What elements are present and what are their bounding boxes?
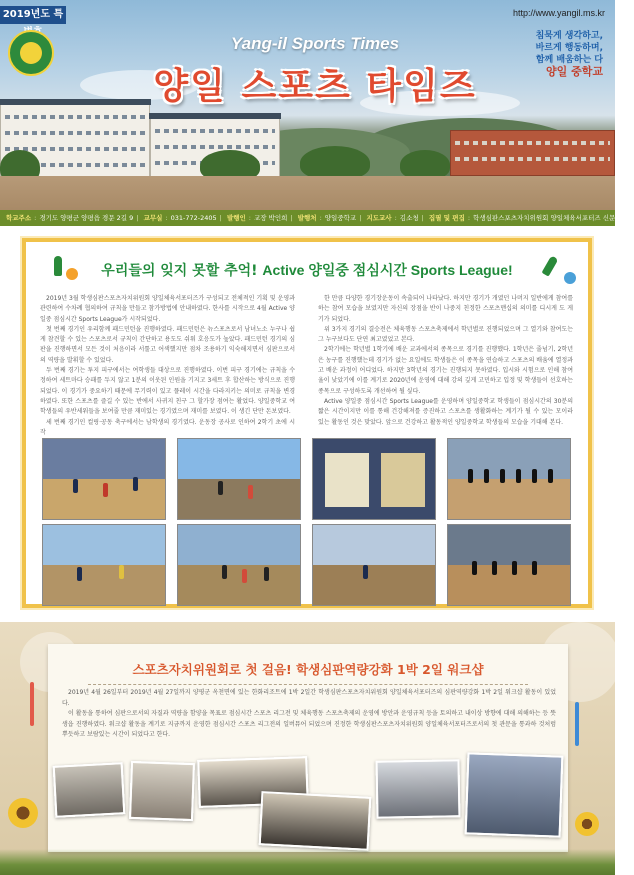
motto-school-name: 양일 중학교 bbox=[546, 65, 603, 78]
article-workshop-section bbox=[0, 622, 615, 875]
paragraph: 이 활동을 통하여 심판으로서의 자질과 역량을 함양을 목표로 점심시간 스포츠 리그전 및 체육행동 스포츠축제의 운영에 방안과 운영규칙 등을 토의하고 내이상 방향에 대해 의해하는 등 뜻 생읍 진행하였다. 워크샵 활동을 계기로 지금까지 운영한 점심시간 스포츠 리그전의 일버뮤어 되었으며 진정한 학생심판스포츠자치위원회 양일체육서포터즈로서의 첫 관문을 통과하 것처럼 뿌듯하고 보람있는 시간이 되었다고 한다. bbox=[62, 710, 556, 738]
pencil-icon bbox=[30, 682, 34, 726]
edition-badge: 2019년도 특 bbox=[0, 6, 66, 24]
article-column-left bbox=[40, 294, 295, 438]
article-body bbox=[62, 688, 556, 741]
motto-line: 침묵게 생각하고, bbox=[535, 31, 603, 41]
advisor-label: 지도교사 bbox=[366, 214, 392, 222]
article-workshop bbox=[48, 644, 568, 852]
editor-label: 집필 및 편집 bbox=[428, 214, 465, 222]
phone-label: 교무실 bbox=[143, 214, 163, 222]
paragraph: 첫 번째 경기인 우리함께 패드민턴을 진행하였다. 패드민턴은 뉴스포츠로서 남녀노소 누구나 쉽게 참견할 수 있는 스포츠로서 규칙이 간단하고 용도도 쉬워 호응도가 높았다. 패드민턴 경기의 심판을 진행하면서 모든 것이 처음이라 서툴고 어색했지만 점차 조용하기 익숙해지면서 심판으로서의 역량을 발휘할 수 있었다. bbox=[40, 325, 295, 364]
school-url[interactable]: http://www.yangil.ms.kr bbox=[512, 8, 605, 18]
article-title-ko: 우리들의 잊지 못할 추억! bbox=[101, 263, 258, 279]
paragraph: 두 번째 경기는 투지 피구에서는 여학생들 대상으로 진행하였다. 이번 피구 경기에는 규칙을 수정하여 세트마다 승패를 두지 않고 1분의 이웃된 인원을 기지고 3세트 후 합산하는 방식으로 진행되었다. 이 경기가 중요하기 때문에 무기력이 있고 플레이 시간을 다라지키는 의미로 규칙을 변경하였다. 또한 스포츠를 즐길 수 있는 반에서 사귀지 친구 그 할가장 점여는 활었다. 양일중학교 여학생들의 우반세워들을 보여줄 만큼 재미있는 경기였으며 재미를 보였다. 이 생긴 단만 돈보였다. bbox=[40, 367, 295, 416]
editor-value: 학생심판스포츠자치위원회 양일체육서포터즈 신문명상부 bbox=[473, 214, 634, 222]
paragraph: Active 양일중 점심시간 Sports League를 운영하며 양일중학교 학생들이 점심시간의 30분의 짧은 시간이지만 이를 통해 건강해져를 증진하고 스포츠를 생활화하는 계기가 될 수 있는 모이라 있는 활동인 것은 맞았다. 앞으로 건강하고 활동적인 양일중학교 학생들의 모습을 기대해 본다. bbox=[318, 397, 573, 426]
newspaper-title-ko: 양일 스포츠 타임즈 bbox=[153, 66, 477, 107]
school-emblem-icon bbox=[8, 30, 54, 76]
league-photo bbox=[177, 524, 301, 606]
advisor-value: 김소청 bbox=[399, 214, 419, 222]
article-title bbox=[26, 260, 588, 280]
league-photo bbox=[447, 438, 571, 520]
workshop-photo bbox=[53, 762, 126, 818]
league-photo bbox=[42, 438, 166, 520]
paragraph: 세 번째 경기인 컬링·공동 축구에서는 남학생의 경기였다. 운동장 공사로 인하여 2학기 초에 시작 bbox=[40, 418, 295, 436]
sunflower-icon bbox=[8, 798, 38, 828]
paragraph: 한 만큼 다양한 경기장운동이 속출되어 나타났다. 하지만 경기가 개였던 나머지 일반에게 참여를 하는 참여 모습을 보였지만 자신의 장점을 반이 나중지 친정한 스포츠맨십의 의미를 디시게 도 게기가 되었다. bbox=[318, 295, 573, 323]
workshop-photo bbox=[259, 791, 372, 851]
grass-decoration bbox=[0, 849, 615, 875]
league-photo bbox=[312, 438, 436, 520]
article-title-text: 스포츠자치위원회로 첫 걸음! 학생심판역량강화 1박 2일 워크샵 bbox=[132, 662, 484, 677]
gymnasium-building bbox=[450, 130, 615, 176]
publisher-label: 발행인 bbox=[226, 214, 246, 222]
masthead bbox=[0, 0, 615, 210]
title-divider bbox=[88, 684, 528, 685]
school-motto bbox=[523, 30, 603, 78]
article-title bbox=[48, 660, 568, 678]
address-value: 경기도 양평군 양평읍 경문 2길 9 bbox=[39, 214, 134, 222]
sunflower-icon bbox=[575, 812, 599, 836]
paragraph: 2019년 4월 26일부터 2019년 4월 27일까지 양평군 옥천면에 있는 한화리조트에 1박 2일간 학생심판스포츠자치위원회 양일체육서포터즈의 심판역량강화 1박 2일 워크샵 활동이 있었다. bbox=[62, 689, 556, 707]
paragraph: 2019년 3월 학생심판스포츠자치위원회 양일체육서포터즈가 구성되고 전체적인 기획 및 운영과 관련하여 수차례 협의하여 규칙을 만들고 참가방법에 안내하였다. 한사를 시작으로 4월 Active 양일중 점심시간 Sports League가 시작되었다. bbox=[40, 295, 295, 323]
issuer-label: 발행처 bbox=[297, 214, 317, 222]
address-label: 학교주소 bbox=[6, 214, 32, 222]
league-photo bbox=[447, 524, 571, 606]
issuer-value: 양일중학교 bbox=[324, 214, 357, 222]
workshop-photo bbox=[129, 761, 195, 821]
article-sports-league bbox=[22, 238, 592, 608]
pencil-icon bbox=[575, 702, 579, 746]
phone-value: 031-772-2405 bbox=[170, 214, 217, 222]
playground bbox=[0, 176, 615, 210]
league-photo bbox=[42, 524, 166, 606]
tree bbox=[300, 146, 370, 180]
publication-info-bar: 학교주소 : 경기도 양평군 양평읍 경문 2길 9 | 교무실 : 031-772-2405 | 발행인 : 교장 박인희 | 발행처 : 양일중학교 | 지도교사 : 김소청 | 집필 및 편집 : 학생심판스포츠자치위원회 양일체육서포터즈 신문명상부 bbox=[0, 210, 615, 226]
paragraph: 2학기에는 학년별 1학기에 배운 교과에서의 종목으로 경기를 진행했다. 1학년은 줄넘기, 2학년은 농구를 진행했는데 경기가 없는 요일에도 학생들은 이 종목을 연습하고 스포츠의 배움에 열정과고 배운 과정이 어디었다. 하지만 3학년의 경기는 진행되지 못하였다. 입시와 시험으로 인해 참여율이 낮았기에 이를 계기로 2020년에 운영에 대해 강의 깊게 고민하고 입정 및 학생들이 선호하는 종목으로 구성하도록 개선하여 될 싶다. bbox=[318, 346, 573, 395]
league-photo bbox=[312, 524, 436, 606]
motto-line: 함께 배움하는 다 bbox=[535, 55, 603, 65]
league-photo bbox=[177, 438, 301, 520]
article-title-en: Active 양일중 점심시간 Sports League! bbox=[262, 262, 513, 278]
workshop-photo bbox=[376, 759, 461, 818]
article-column-right bbox=[318, 294, 573, 428]
workshop-photo bbox=[465, 752, 564, 837]
publisher-value: 교장 박인희 bbox=[253, 214, 288, 222]
paragraph: 위 3가지 경기의 결승전은 체육행동 스포츠축제에서 학년별로 진행되었으며 그 열기와 참여도는 그 누구보다도 단연 최고였었고 본다. bbox=[318, 325, 573, 344]
motto-line: 바르게 행동하며, bbox=[535, 43, 603, 53]
newspaper-title-en: Yang-il Sports Times bbox=[230, 34, 400, 53]
